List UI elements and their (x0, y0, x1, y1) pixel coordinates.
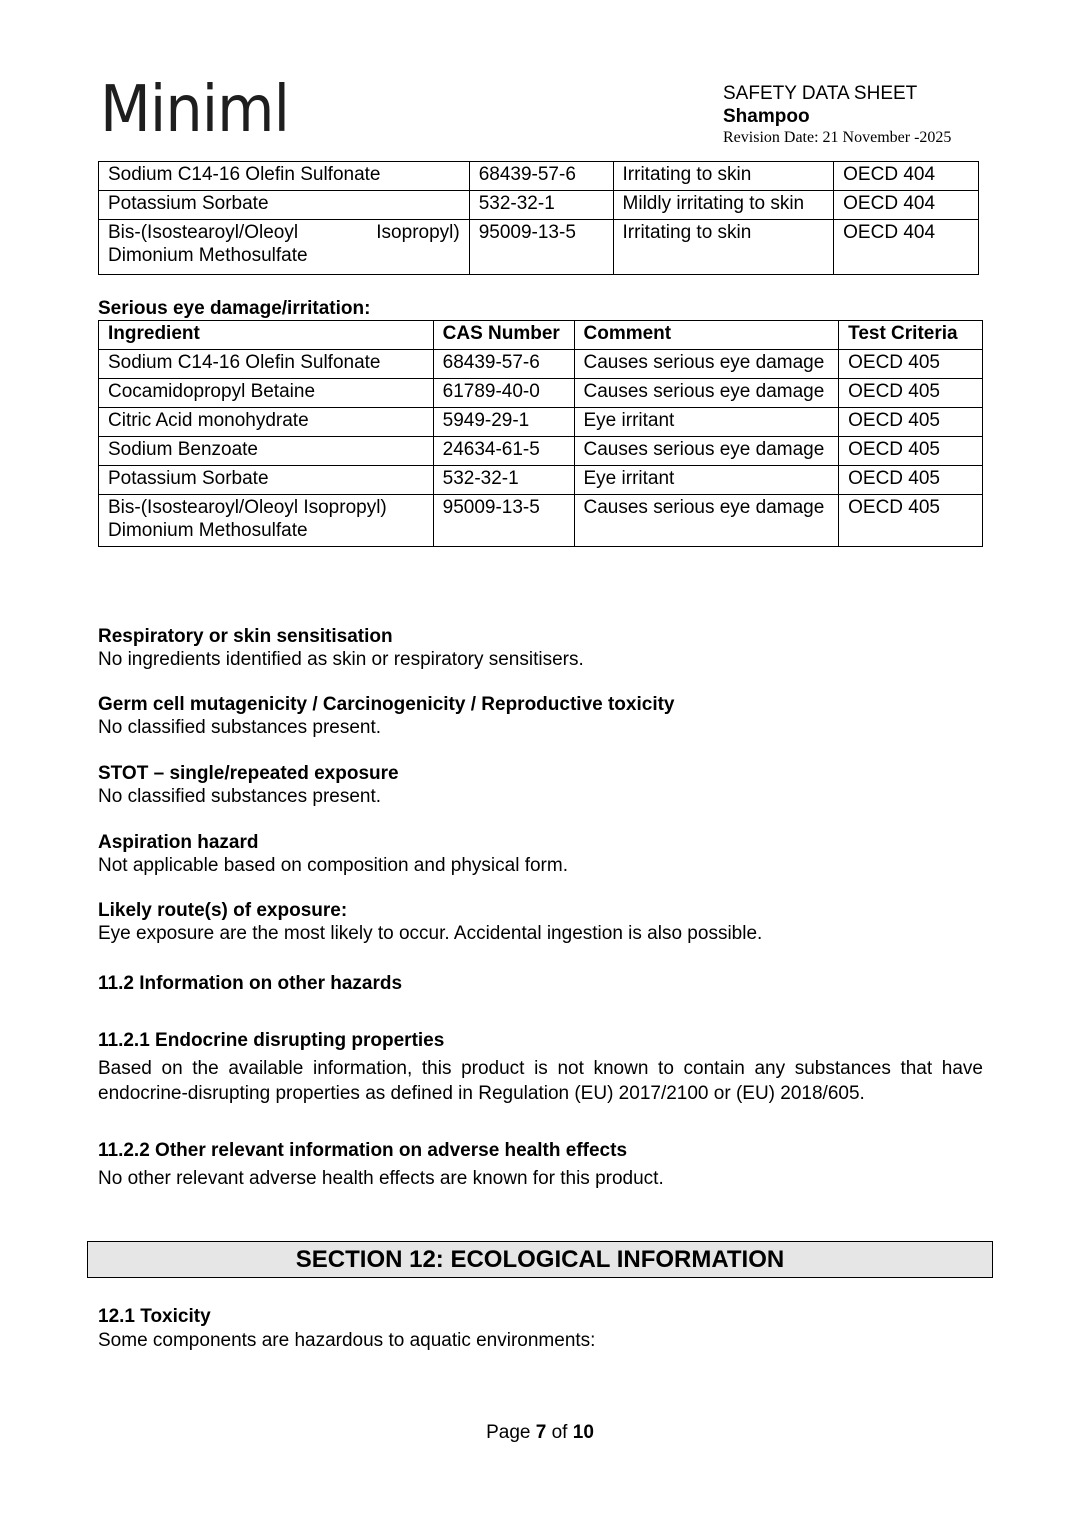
skin-irritation-table (98, 161, 979, 275)
section-heading: 12.1 Toxicity (98, 1306, 211, 1327)
ingredient-line: Dimonium Methosulfate (108, 245, 308, 266)
criteria-cell: OECD 405 (839, 379, 983, 408)
other-hazards-heading: 11.2 Information on other hazards (98, 973, 403, 994)
section-heading: Likely route(s) of exposure: (98, 900, 348, 921)
page-total: 10 (572, 1422, 594, 1443)
respiratory-section (98, 625, 983, 671)
section-heading: 11.2.2 Other relevant information on adverse health effects (98, 1140, 628, 1161)
table-row (99, 408, 983, 437)
ingredient-cell: Sodium Benzoate (99, 437, 434, 466)
section-text: Eye exposure are the most likely to occur. Accidental ingestion is also possible. (98, 923, 763, 944)
criteria-cell: OECD 404 (834, 162, 979, 191)
adverse-effects-section (98, 1139, 983, 1190)
ingredient-cell: Potassium Sorbate (99, 466, 434, 495)
aspiration-section (98, 831, 983, 877)
comment-cell: Causes serious eye damage (574, 495, 839, 547)
of-word: of (551, 1422, 568, 1443)
section-text: No other relevant adverse health effects are known for this product. (98, 1168, 664, 1189)
section-text: No ingredients identified as skin or respiratory sensitisers. (98, 649, 584, 670)
cas-cell: 61789-40-0 (433, 379, 574, 408)
comment-cell: Mildly irritating to skin (613, 191, 834, 220)
section-text: Not applicable based on composition and physical form. (98, 855, 568, 876)
section-text: No classified substances present. (98, 786, 382, 807)
document-header (723, 82, 1053, 148)
cas-cell: 5949-29-1 (433, 408, 574, 437)
section-heading: STOT – single/repeated exposure (98, 763, 399, 784)
ingredient-cell: Cocamidopropyl Betaine (99, 379, 434, 408)
cas-cell: 68439-57-6 (469, 162, 613, 191)
section-heading: Respiratory or skin sensitisation (98, 626, 393, 647)
product-name: Shampoo (723, 106, 810, 127)
comment-cell: Irritating to skin (613, 162, 834, 191)
exposure-route-section (98, 899, 983, 945)
page-footer (0, 1421, 1080, 1444)
ingredient-cell: Sodium C14-16 Olefin Sulfonate (99, 162, 470, 191)
comment-cell: Eye irritant (574, 408, 839, 437)
endocrine-section (98, 1029, 983, 1106)
comment-cell: Irritating to skin (613, 220, 834, 275)
criteria-cell: OECD 405 (839, 408, 983, 437)
criteria-cell: OECD 404 (834, 191, 979, 220)
table-row (99, 466, 983, 495)
criteria-cell: OECD 405 (839, 495, 983, 547)
section-text: No classified substances present. (98, 717, 382, 738)
page-word: Page (486, 1422, 531, 1443)
table-row (99, 191, 979, 220)
section-text: Some components are hazardous to aquatic environments: (98, 1330, 596, 1351)
criteria-cell: OECD 405 (839, 437, 983, 466)
toxicity-section (98, 1305, 983, 1352)
eye-damage-table (98, 320, 983, 547)
ingredient-line: Bis-(Isostearoyl/Oleoyl (108, 222, 299, 243)
column-header: Ingredient (99, 321, 434, 350)
column-header: Test Criteria (839, 321, 983, 350)
criteria-cell: OECD 405 (839, 350, 983, 379)
company-logo: Miniml (100, 73, 290, 147)
ingredient-line: Isopropyl) (376, 222, 460, 243)
cas-cell: 68439-57-6 (433, 350, 574, 379)
cas-cell: 95009-13-5 (469, 220, 613, 275)
ingredient-cell: Citric Acid monohydrate (99, 408, 434, 437)
ingredient-cell (99, 220, 470, 275)
section-heading: Germ cell mutagenicity / Carcinogenicity / Reproductive toxicity (98, 694, 675, 715)
doc-type: SAFETY DATA SHEET (723, 83, 918, 104)
ingredient-cell: Bis-(Isostearoyl/Oleoyl Isopropyl) Dimonium Methosulfate (99, 495, 434, 547)
column-header: Comment (574, 321, 839, 350)
comment-cell: Eye irritant (574, 466, 839, 495)
comment-cell: Causes serious eye damage (574, 379, 839, 408)
criteria-cell: OECD 405 (839, 466, 983, 495)
table-header-row (99, 321, 983, 350)
stot-section (98, 762, 983, 808)
comment-cell: Causes serious eye damage (574, 350, 839, 379)
cas-cell: 532-32-1 (469, 191, 613, 220)
section-12-banner: SECTION 12: ECOLOGICAL INFORMATION (87, 1241, 993, 1278)
table-row (99, 162, 979, 191)
germ-cell-section (98, 693, 983, 739)
column-header: CAS Number (433, 321, 574, 350)
section-heading: Aspiration hazard (98, 832, 259, 853)
comment-cell: Causes serious eye damage (574, 437, 839, 466)
eye-heading: Serious eye damage/irritation: (98, 298, 371, 319)
table-row (99, 437, 983, 466)
cas-cell: 95009-13-5 (433, 495, 574, 547)
section-text: Based on the available information, this product is not known to contain any substances that have endocrine-disrupting properties as defined in Regulation (EU) 2017/2100 or (EU) 2018/605. (98, 1058, 983, 1104)
ingredient-cell: Sodium C14-16 Olefin Sulfonate (99, 350, 434, 379)
ingredient-cell: Potassium Sorbate (99, 191, 470, 220)
revision-date: Revision Date: 21 November -2025 (723, 129, 952, 146)
criteria-cell: OECD 404 (834, 220, 979, 275)
page-number: 7 (535, 1422, 547, 1443)
cas-cell: 24634-61-5 (433, 437, 574, 466)
cas-cell: 532-32-1 (433, 466, 574, 495)
table-row (99, 220, 979, 275)
table-row (99, 350, 983, 379)
section-heading: 11.2.1 Endocrine disrupting properties (98, 1030, 445, 1051)
table-row (99, 495, 983, 547)
table-row (99, 379, 983, 408)
